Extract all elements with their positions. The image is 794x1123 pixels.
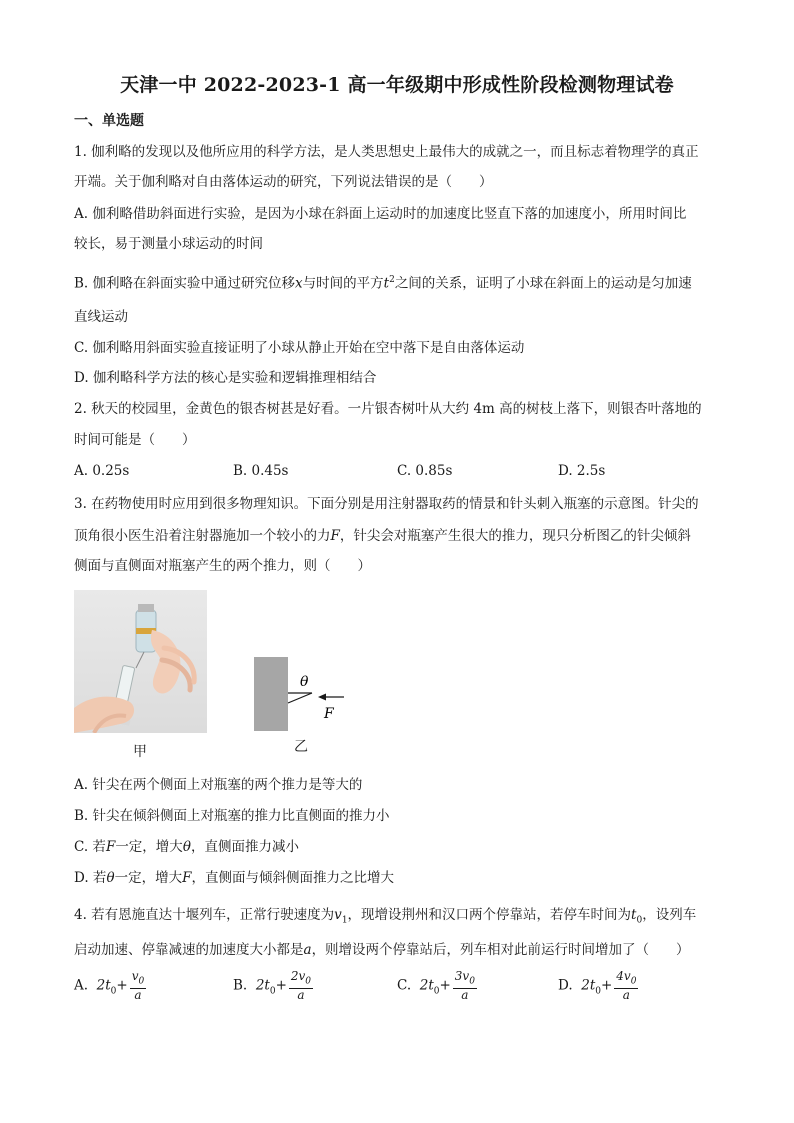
q3-option-d: D. 若θ一定，增大F，直侧面与倾斜侧面推力之比增大 — [74, 870, 394, 886]
q4-stem-line2: 启动加速、停靠减速的加速度大小都是a，则增设两个停靠站后，列车相对此前运行时间增加了（ ） — [74, 942, 690, 958]
q1-option-d: D. 伽利略科学方法的核心是实验和逻辑推理相结合 — [74, 370, 377, 386]
needle-force-diagram — [250, 652, 360, 736]
q2-option-a: A. 0.25s — [74, 463, 130, 479]
q4-option-c: C. $2t_0+$ $\frac{3v_0}{a}$ — [397, 969, 475, 1003]
diagram-force-label: F — [324, 706, 334, 722]
q1-option-b-line1: B. 伽利略在斜面实验中通过研究位移x与时间的平方$t^2$之间的关系，证明了小球在斜面上的运动是匀加速 — [74, 275, 692, 292]
q2-option-d: D. 2.5s — [558, 463, 606, 479]
q2-stem-line2: 时间可能是（ ） — [74, 432, 196, 448]
q1-option-a-line2: 较长，易于测量小球运动的时间 — [74, 236, 263, 252]
q3-option-c: C. 若F一定，增大θ，直侧面推力减小 — [74, 839, 299, 855]
q4-stem-line1: 4. 若有恩施直达十堰列车，正常行驶速度为$v_1$，现增设荆州和汉口两个停靠站，若停车时间为$t_0$，设列车 — [74, 907, 697, 926]
q3-option-b: B. 针尖在倾斜侧面上对瓶塞的推力比直侧面的推力小 — [74, 808, 390, 824]
q3-stem-line1: 3. 在药物使用时应用到很多物理知识。下面分别是用注射器取药的情景和针头刺入瓶塞的示意图。针尖的 — [74, 496, 699, 512]
q3-stem-line2: 顶角很小医生沿着注射器施加一个较小的力F，针尖会对瓶塞产生很大的推力，现只分析图乙的针尖倾斜 — [74, 528, 691, 544]
q4-option-a: A. $2t_0+$ $\frac{v_0}{a}$ — [74, 969, 145, 1003]
syringe-photo — [74, 590, 207, 733]
q1-option-a-line1: A. 伽利略借助斜面进行实验，是因为小球在斜面上运动时的加速度比竖直下落的加速度小，所用时间比 — [74, 206, 687, 222]
q1-option-c: C. 伽利略用斜面实验直接证明了小球从静止开始在空中落下是自由落体运动 — [74, 340, 525, 356]
q4-option-b: B. $2t_0+$ $\frac{2v_0}{a}$ — [233, 969, 312, 1003]
syringe-hand-illustration — [74, 590, 207, 733]
q1-stem-line1: 1. 伽利略的发现以及他所应用的科学方法，是人类思想史上最伟大的成就之一，而且标志着物理学的真正 — [74, 144, 699, 160]
page-title: 天津一中 2022-2023-1 高一年级期中形成性阶段检测物理试卷 — [120, 74, 674, 96]
diagram-theta-label: θ — [300, 674, 309, 690]
q2-option-b: B. 0.45s — [233, 463, 289, 479]
figure-label-jia: 甲 — [133, 744, 147, 760]
q2-stem-line1: 2. 秋天的校园里，金黄色的银杏树甚是好看。一片银杏树叶从大约 4m 高的树枝上落下，则银杏叶落地的 — [74, 401, 702, 417]
q3-option-a: A. 针尖在两个侧面上对瓶塞的两个推力是等大的 — [74, 777, 363, 793]
q1-option-b-line2: 直线运动 — [74, 309, 128, 325]
section-heading: 一、单选题 — [74, 113, 144, 129]
q2-option-c: C. 0.85s — [397, 463, 453, 479]
q3-stem-line3: 侧面与直侧面对瓶塞产生的两个推力，则（ ） — [74, 558, 371, 574]
q1-stem-line2: 开端。关于伽利略对自由落体运动的研究，下列说法错误的是（ ） — [74, 174, 493, 190]
figure-label-yi: 乙 — [294, 739, 308, 755]
q4-option-d: D. $2t_0+$ $\frac{4v_0}{a}$ — [558, 969, 637, 1003]
bottle-stopper-block — [254, 657, 288, 731]
